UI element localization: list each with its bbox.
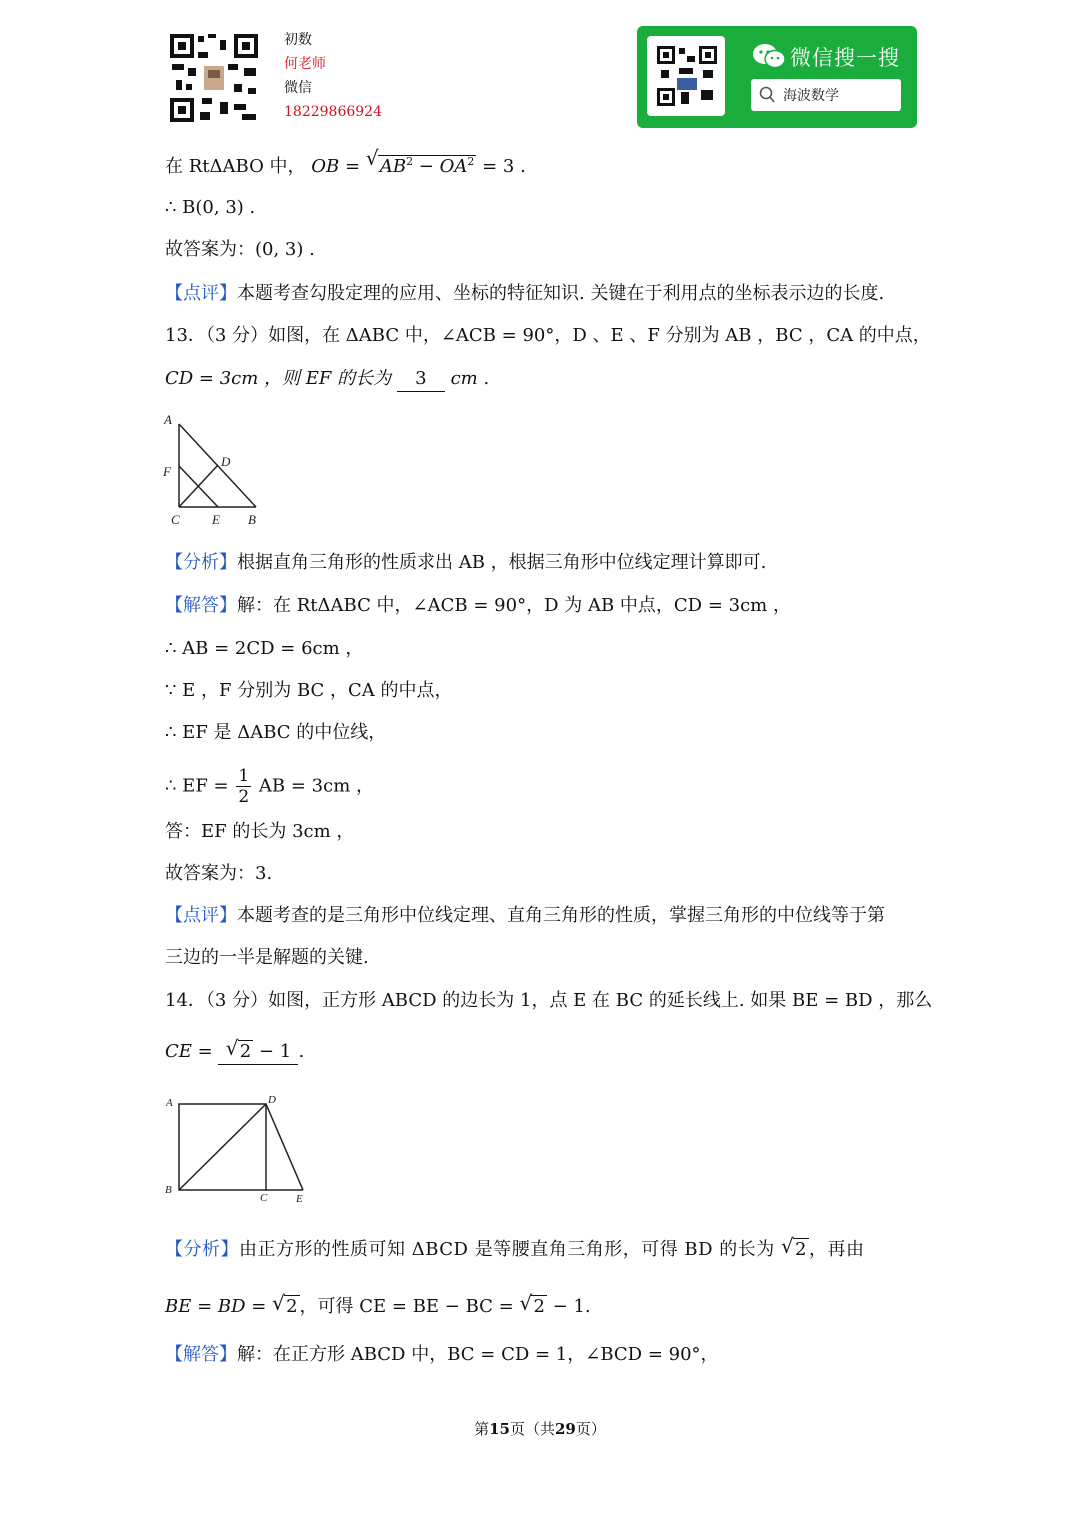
q14-figure — [160, 1088, 320, 1208]
q14-label-c: C — [260, 1192, 268, 1204]
wechat-qr-code — [647, 36, 725, 116]
q13-label-c: C — [171, 512, 180, 527]
contact-info — [284, 28, 382, 124]
q13-analysis: 【分析】根据直角三角形的性质求出 AB ，根据三角形中位线定理计算即可. — [165, 552, 767, 573]
q13-stem-2: CD = 3cm ，则 EF 的长为 3 cm . — [165, 367, 489, 392]
contact-line-3: 微信 — [284, 80, 312, 96]
q14-stem-2: CE = √ 2 − 1 . — [165, 1040, 304, 1065]
qr-pattern-icon — [168, 32, 260, 124]
wechat-search-box[interactable] — [751, 79, 901, 111]
q13-review-1: 【点评】本题考查的是三角形中位线定理、直角三角形的性质，掌握三角形的中位线等于第 — [165, 905, 885, 926]
q14-label-a: A — [166, 1097, 173, 1109]
q13-solution: 【解答】解：在 RtΔABC 中，∠ACB = 90°，D 为 AB 中点，CD = 3cm ， — [165, 595, 791, 616]
q14-answer-blank: √ 2 − 1 — [218, 1040, 298, 1065]
q13-step-2: ∵ E ，F 分别为 BC ，CA 的中点， — [165, 680, 453, 701]
q13-label-b: B — [248, 512, 256, 527]
page-footer: 第15页（共29页） — [474, 1420, 606, 1438]
search-icon — [759, 86, 775, 108]
q14-label-d: D — [268, 1094, 276, 1106]
q14-label-e: E — [296, 1193, 303, 1205]
q14-analysis-2: BE = BD = √ 2 ，可得 CE = BE − BC = √ 2 − 1. — [165, 1291, 591, 1317]
p1-review: 【点评】本题考查勾股定理的应用、坐标的特征知识. 关键在于利用点的坐标表示边的长度. — [165, 283, 885, 304]
q13-step-1: ∴ AB = 2CD = 6cm ， — [165, 638, 364, 659]
p1-line1: 在 RtΔABO 中， OB = √ $AB^2 - OA^2 = 3$ . — [165, 146, 526, 177]
qr-pattern-icon — [647, 36, 725, 116]
q13-step-5: 答：EF 的长为 3cm ， — [165, 821, 355, 842]
q13-label-d: D — [221, 454, 231, 469]
q14-stem-1: 14．（3 分）如图，正方形 ABCD 的边长为 1，点 E 在 BC 的延长线上. 如果 BE = BD ，那么 — [165, 990, 933, 1011]
contact-phone: 18229866924 — [284, 104, 382, 120]
q13-step-4: ∴ EF = $\frac{1}{2}$ AB = 3cm ， — [165, 766, 374, 807]
wechat-search-query: 海波数学 — [783, 88, 839, 104]
contact-line-1: 初数 — [284, 32, 312, 48]
qr-code-left — [168, 32, 260, 124]
wechat-search-title: 微信搜一搜 — [790, 46, 900, 70]
q13-label-f: F — [163, 464, 171, 479]
p1-line3: 故答案为：(0, 3) . — [165, 239, 315, 260]
p1-line2: ∴ B(0, 3) . — [165, 197, 256, 218]
q14-label-b: B — [165, 1184, 172, 1196]
q13-stem-1: 13．（3 分）如图，在 ΔABC 中，∠ACB = 90°，D 、E 、F 分别为 AB ，BC ，CA 的中点， — [165, 325, 931, 346]
q14-analysis-1: 【分析】由正方形的性质可知 ΔBCD 是等腰直角三角形，可得 BD 的长为 √ 2 ，再由 — [165, 1234, 865, 1260]
q13-review-2: 三边的一半是解题的关键. — [165, 947, 369, 968]
q13-step-6: 故答案为：3. — [165, 863, 273, 884]
q13-label-e: E — [212, 512, 220, 527]
q13-answer-blank: 3 — [397, 367, 445, 392]
contact-teacher: 何老师 — [284, 56, 326, 72]
q14-solution: 【解答】解：在正方形 ABCD 中，BC = CD = 1，∠BCD = 90°， — [165, 1344, 719, 1365]
q13-step-3: ∴ EF 是 ΔABC 的中位线， — [165, 722, 387, 743]
wechat-logo-icon — [752, 42, 786, 74]
wechat-search-card[interactable] — [637, 26, 917, 128]
q13-figure — [160, 410, 270, 530]
q13-label-a: A — [164, 412, 172, 427]
